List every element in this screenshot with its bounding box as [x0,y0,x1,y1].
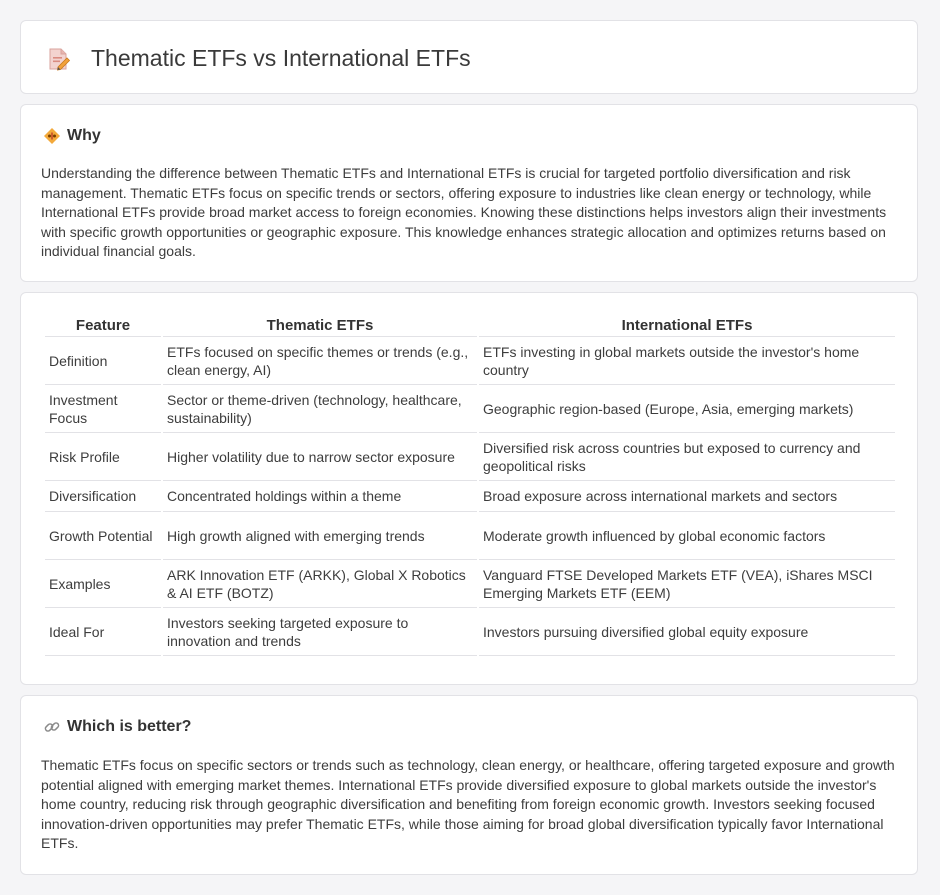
table-header-row [45,315,895,337]
international-cell: Diversified risk across countries but exposed to currency and geopolitical risks [479,433,895,481]
column-header-thematic: Thematic ETFs [163,315,477,337]
international-cell: Vanguard FTSE Developed Markets ETF (VEA), iShares MSCI Emerging Markets ETF (EEM) [479,560,895,608]
why-heading: Why [67,127,101,144]
international-cell: Investors pursuing diversified global equity exposure [479,608,895,656]
diamond-badge-icon [43,127,61,145]
table-row [45,481,895,512]
feature-cell: Investment Focus [45,385,161,433]
title-card [20,20,918,94]
why-text: Understanding the difference between Thematic ETFs and International ETFs is crucial for targeted portfolio diversification and risk management. Thematic ETFs focus on specific trends or sectors, offering exposure to industries like clean energy or technology, while International ETFs provide broad market access to foreign economies. Knowing these distinctions helps investors align their investments with specific growth opportunities or geographic exposure. This knowledge enhances strategic allocation and optimizes returns based on individual financial goals. [41,165,887,259]
international-cell: Geographic region-based (Europe, Asia, emerging markets) [479,385,895,433]
table-row [45,385,895,433]
international-cell: Moderate growth influenced by global economic factors [479,512,895,560]
feature-cell: Risk Profile [45,433,161,481]
thematic-cell: ETFs focused on specific themes or trends (e.g., clean energy, AI) [163,337,477,385]
better-heading: Which is better? [67,718,192,735]
feature-cell: Growth Potential [45,512,161,560]
column-header-feature: Feature [45,315,161,337]
better-heading-row [43,718,191,736]
table-row [45,433,895,481]
thematic-cell: ARK Innovation ETF (ARKK), Global X Robotics & AI ETF (BOTZ) [163,560,477,608]
table-row [45,512,895,560]
thematic-cell: Concentrated holdings within a theme [163,481,477,512]
column-header-international: International ETFs [479,315,895,337]
thematic-cell: Investors seeking targeted exposure to innovation and trends [163,608,477,656]
table-row [45,560,895,608]
title-row [45,45,471,72]
table-row [45,608,895,656]
feature-cell: Ideal For [45,608,161,656]
comparison-card [20,292,918,685]
international-cell: ETFs investing in global markets outside the investor's home country [479,337,895,385]
which-is-better-card [20,695,918,875]
thematic-cell: Sector or theme-driven (technology, healthcare, sustainability) [163,385,477,433]
better-text: Thematic ETFs focus on specific sectors or trends such as technology, clean energy, or healthcare, offering targeted exposure and growth potential aligned with emerging market themes. International ETFs provide diversified exposure to global markets outside the investor's home country, reducing risk through geographic diversification and benefiting from foreign economic growth. Investors seeking focused innovation-driven opportunities may prefer Thematic ETFs, while those aiming for broad global diversification typically favor International ETFs. [41,757,895,851]
document-edit-icon [45,46,71,72]
international-cell: Broad exposure across international markets and sectors [479,481,895,512]
thematic-cell: High growth aligned with emerging trends [163,512,477,560]
thematic-cell: Higher volatility due to narrow sector exposure [163,433,477,481]
feature-cell: Definition [45,337,161,385]
feature-cell: Examples [45,560,161,608]
feature-cell: Diversification [45,481,161,512]
table-row [45,337,895,385]
why-card [20,104,918,282]
why-heading-row [43,127,101,145]
link-icon [43,718,61,736]
comparison-table [43,315,897,656]
page-title: Thematic ETFs vs International ETFs [91,45,471,71]
